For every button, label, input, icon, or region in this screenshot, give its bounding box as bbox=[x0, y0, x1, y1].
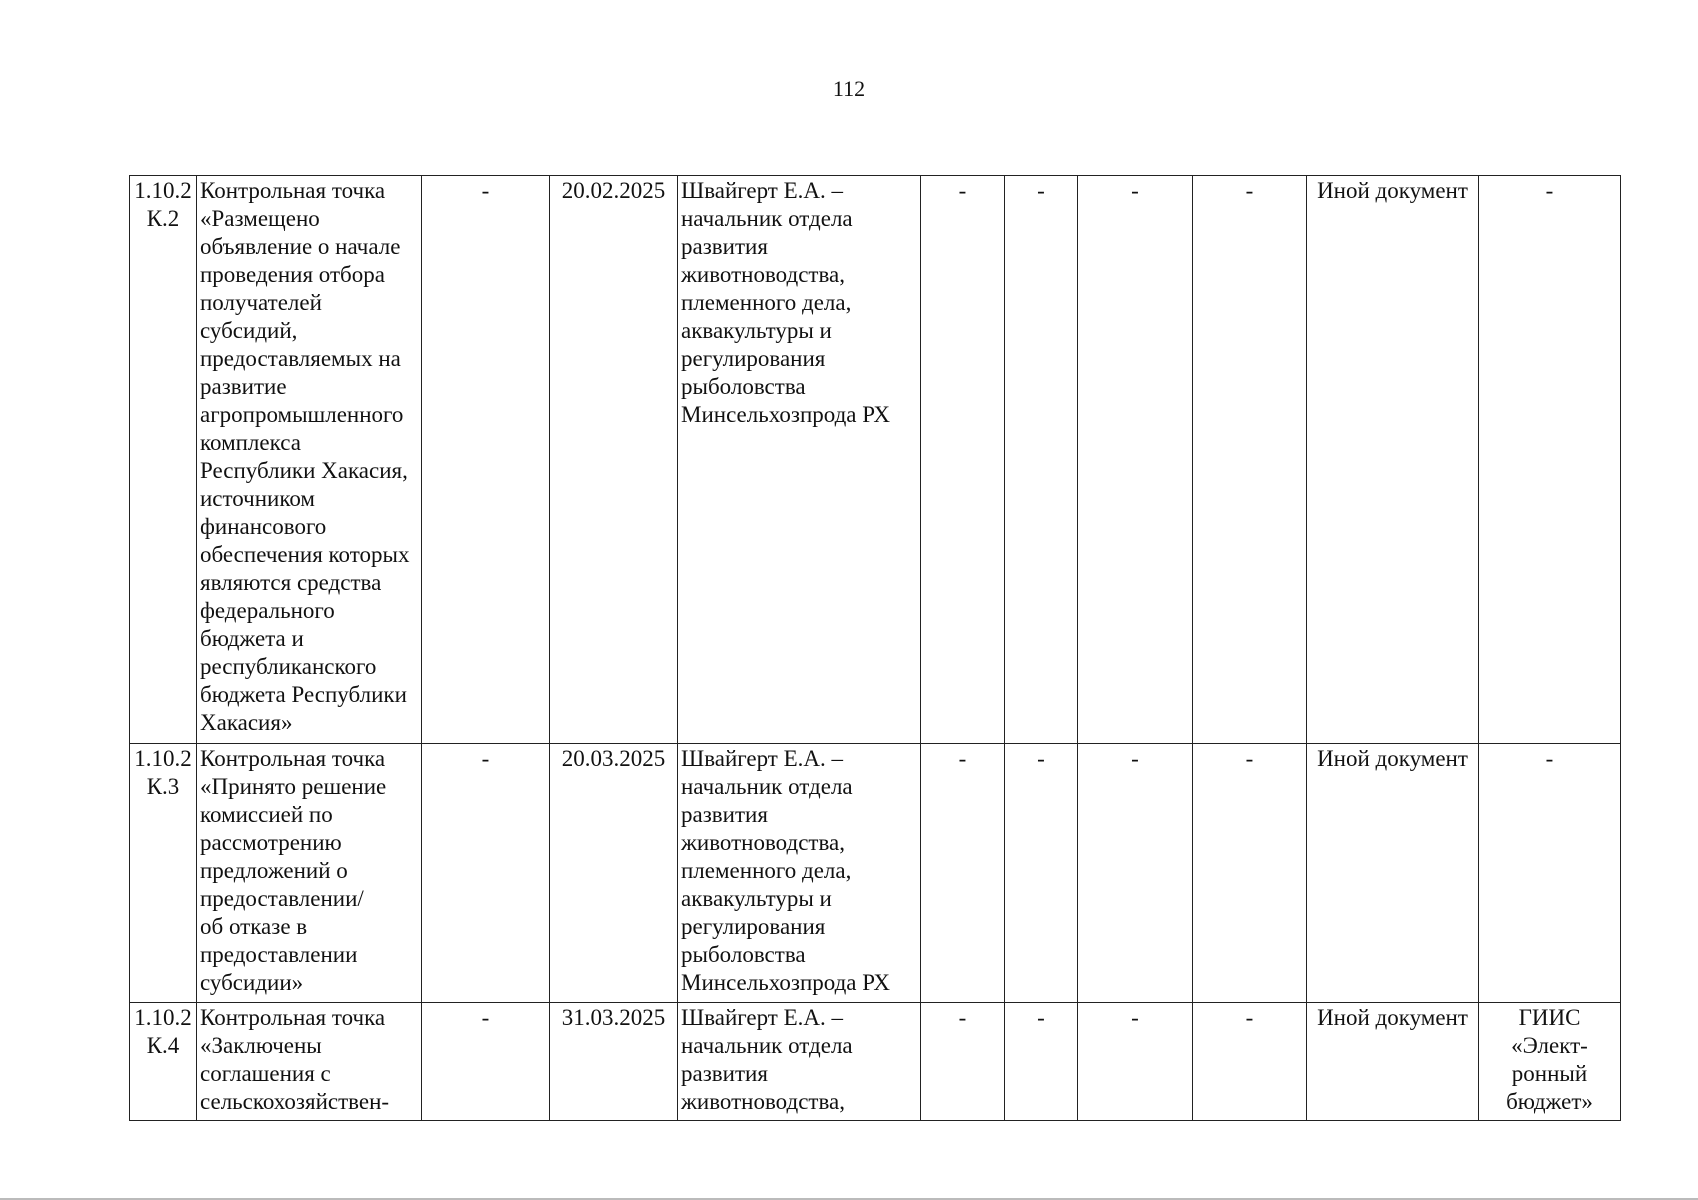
start-date: - bbox=[422, 1003, 550, 1121]
control-point-name: Контрольная точка «Заключены соглашения с сельскохозяйствен- bbox=[197, 1003, 422, 1121]
start-date: - bbox=[422, 176, 550, 744]
control-point-name: Контрольная точка «Принято решение комиссией по рассмотрению предложений о предоставлении/ об отказе в предоставлении субсидии» bbox=[197, 744, 422, 1003]
cell-col7: - bbox=[1005, 176, 1078, 744]
cell-col8: - bbox=[1078, 744, 1193, 1003]
table-row bbox=[130, 176, 1621, 744]
end-date: 31.03.2025 bbox=[550, 1003, 678, 1121]
cell-col6: - bbox=[921, 744, 1005, 1003]
document-type: Иной документ bbox=[1307, 176, 1479, 744]
cell-col9: - bbox=[1193, 744, 1307, 1003]
document-type: Иной документ bbox=[1307, 744, 1479, 1003]
cell-col9: - bbox=[1193, 1003, 1307, 1121]
information-system: - bbox=[1479, 176, 1621, 744]
table-row bbox=[130, 1003, 1621, 1121]
cell-col6: - bbox=[921, 1003, 1005, 1121]
row-number: 1.10.2 К.2 bbox=[130, 176, 197, 744]
cell-col8: - bbox=[1078, 176, 1193, 744]
responsible-person: Швайгерт Е.А. – начальник отдела развития животноводства, племенного дела, аквакультуры и регулирования рыболовства Минсельхозпрода РХ bbox=[678, 176, 921, 744]
cell-col9: - bbox=[1193, 176, 1307, 744]
information-system: - bbox=[1479, 744, 1621, 1003]
information-system: ГИИС «Элект- ронный бюджет» bbox=[1479, 1003, 1621, 1121]
page-number: 112 bbox=[832, 76, 866, 101]
cell-col7: - bbox=[1005, 1003, 1078, 1121]
end-date: 20.03.2025 bbox=[550, 744, 678, 1003]
cell-col6: - bbox=[921, 176, 1005, 744]
control-point-name: Контрольная точка «Размещено объявление о начале проведения отбора получателей субсидий, предоставляемых на развитие агропромышленного комплекса Республики Хакасия, источником финансового обеспечения которых являются средства федерального бюджета и республиканского бюджета Республики Хакасия» bbox=[197, 176, 422, 744]
responsible-person: Швайгерт Е.А. – начальник отдела развития животноводства, племенного дела, аквакультуры и регулирования рыболовства Минсельхозпрода РХ bbox=[678, 744, 921, 1003]
table-row bbox=[130, 744, 1621, 1003]
row-number: 1.10.2 К.3 bbox=[130, 744, 197, 1003]
cell-col7: - bbox=[1005, 744, 1078, 1003]
row-number: 1.10.2 К.4 bbox=[130, 1003, 197, 1121]
start-date: - bbox=[422, 744, 550, 1003]
cell-col8: - bbox=[1078, 1003, 1193, 1121]
document-type: Иной документ bbox=[1307, 1003, 1479, 1121]
responsible-person: Швайгерт Е.А. – начальник отдела развития животноводства, bbox=[678, 1003, 921, 1121]
control-points-table bbox=[129, 175, 1621, 1121]
end-date: 20.02.2025 bbox=[550, 176, 678, 744]
